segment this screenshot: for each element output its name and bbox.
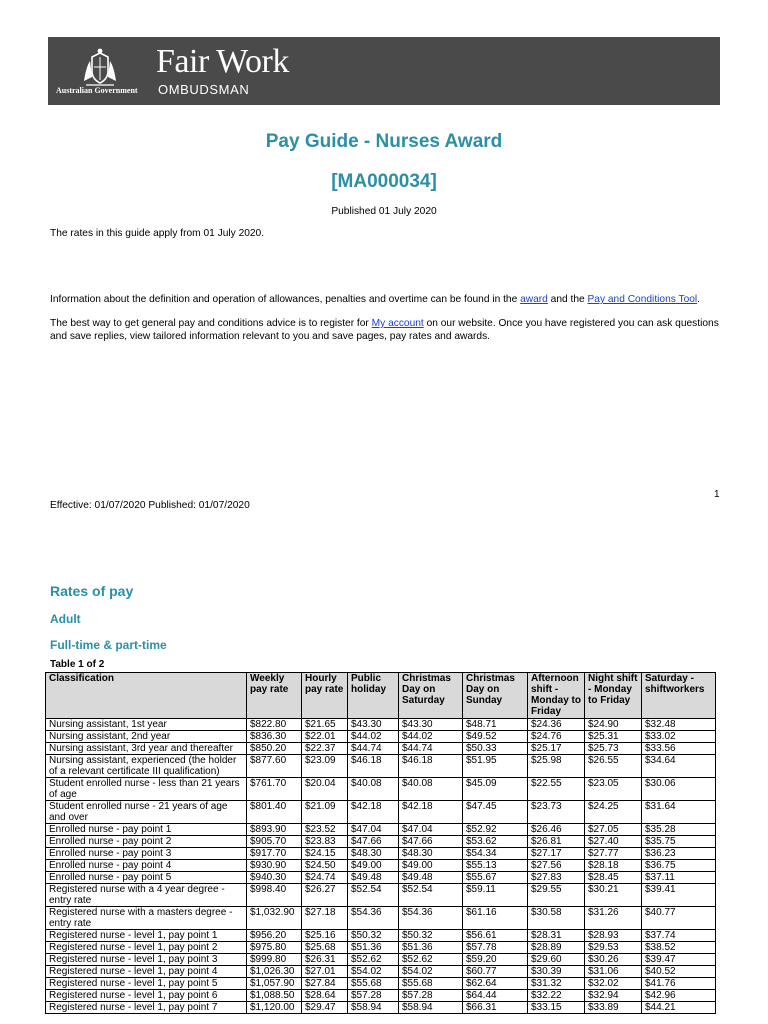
rate-cell: $24.50 bbox=[302, 860, 348, 872]
rate-cell: $24.15 bbox=[302, 848, 348, 860]
info-text: and the bbox=[547, 294, 588, 305]
rate-cell: $24.90 bbox=[585, 719, 642, 731]
classification-cell: Enrolled nurse - pay point 1 bbox=[46, 824, 247, 836]
table-row bbox=[46, 990, 716, 1002]
rate-cell: $956.20 bbox=[247, 930, 302, 942]
rate-cell: $32.48 bbox=[642, 719, 716, 731]
brand-subtitle: OMBUDSMAN bbox=[158, 82, 250, 97]
rate-cell: $905.70 bbox=[247, 836, 302, 848]
rate-cell: $27.77 bbox=[585, 848, 642, 860]
rate-cell: $52.92 bbox=[463, 824, 528, 836]
classification-cell: Student enrolled nurse - 21 years of age and over bbox=[46, 801, 247, 824]
rate-cell: $44.74 bbox=[399, 743, 463, 755]
rate-cell: $27.83 bbox=[528, 872, 585, 884]
rate-cell: $21.65 bbox=[302, 719, 348, 731]
rate-cell: $30.06 bbox=[642, 778, 716, 801]
rate-cell: $55.68 bbox=[348, 978, 399, 990]
classification-cell: Registered nurse - level 1, pay point 4 bbox=[46, 966, 247, 978]
classification-cell: Student enrolled nurse - less than 21 years of age bbox=[46, 778, 247, 801]
table-row bbox=[46, 872, 716, 884]
rate-cell: $999.80 bbox=[247, 954, 302, 966]
rate-cell: $35.75 bbox=[642, 836, 716, 848]
rate-cell: $50.32 bbox=[348, 930, 399, 942]
rate-cell: $32.22 bbox=[528, 990, 585, 1002]
rate-cell: $836.30 bbox=[247, 731, 302, 743]
rate-cell: $33.89 bbox=[585, 1002, 642, 1014]
table-row bbox=[46, 719, 716, 731]
rate-cell: $26.46 bbox=[528, 824, 585, 836]
adult-heading: Adult bbox=[50, 612, 81, 626]
government-label: Australian Government bbox=[56, 86, 138, 95]
table-row bbox=[46, 824, 716, 836]
rate-cell: $49.48 bbox=[399, 872, 463, 884]
rate-cell: $57.28 bbox=[348, 990, 399, 1002]
table-row bbox=[46, 731, 716, 743]
rate-cell: $22.01 bbox=[302, 731, 348, 743]
rate-cell: $28.18 bbox=[585, 860, 642, 872]
rate-cell: $29.53 bbox=[585, 942, 642, 954]
rate-cell: $55.67 bbox=[463, 872, 528, 884]
rate-cell: $50.32 bbox=[399, 930, 463, 942]
rate-cell: $52.54 bbox=[348, 884, 399, 907]
rate-cell: $45.09 bbox=[463, 778, 528, 801]
classification-cell: Nursing assistant, 2nd year bbox=[46, 731, 247, 743]
rate-cell: $48.30 bbox=[399, 848, 463, 860]
rate-cell: $25.68 bbox=[302, 942, 348, 954]
rate-cell: $44.21 bbox=[642, 1002, 716, 1014]
table-row bbox=[46, 954, 716, 966]
rate-cell: $24.76 bbox=[528, 731, 585, 743]
classification-cell: Registered nurse - level 1, pay point 6 bbox=[46, 990, 247, 1002]
rate-cell: $48.71 bbox=[463, 719, 528, 731]
rate-cell: $28.89 bbox=[528, 942, 585, 954]
rate-cell: $25.98 bbox=[528, 755, 585, 778]
col-header-christmas-sunday: Christmas Day on Sunday bbox=[463, 673, 528, 719]
rate-cell: $58.94 bbox=[348, 1002, 399, 1014]
col-header-weekly: Weekly pay rate bbox=[247, 673, 302, 719]
rate-cell: $31.26 bbox=[585, 907, 642, 930]
rate-cell: $38.52 bbox=[642, 942, 716, 954]
classification-cell: Registered nurse - level 1, pay point 7 bbox=[46, 1002, 247, 1014]
rate-cell: $55.13 bbox=[463, 860, 528, 872]
rate-cell: $930.90 bbox=[247, 860, 302, 872]
classification-cell: Enrolled nurse - pay point 4 bbox=[46, 860, 247, 872]
pay-and-conditions-tool-link[interactable]: Pay and Conditions Tool bbox=[587, 294, 698, 305]
table-row bbox=[46, 848, 716, 860]
classification-cell: Nursing assistant, experienced (the holder of a relevant certificate III qualification) bbox=[46, 755, 247, 778]
brand-name: Fair Work bbox=[156, 43, 289, 80]
rate-cell: $1,026.30 bbox=[247, 966, 302, 978]
classification-cell: Enrolled nurse - pay point 2 bbox=[46, 836, 247, 848]
table-row bbox=[46, 1002, 716, 1014]
rate-cell: $48.30 bbox=[348, 848, 399, 860]
classification-cell: Registered nurse - level 1, pay point 3 bbox=[46, 954, 247, 966]
rate-cell: $54.02 bbox=[399, 966, 463, 978]
rate-cell: $49.00 bbox=[348, 860, 399, 872]
rates-table bbox=[45, 672, 716, 1014]
rate-cell: $40.08 bbox=[399, 778, 463, 801]
rate-cell: $24.36 bbox=[528, 719, 585, 731]
rate-cell: $31.64 bbox=[642, 801, 716, 824]
rate-cell: $822.80 bbox=[247, 719, 302, 731]
rate-cell: $22.55 bbox=[528, 778, 585, 801]
table-row bbox=[46, 778, 716, 801]
rate-cell: $47.04 bbox=[399, 824, 463, 836]
rate-cell: $26.27 bbox=[302, 884, 348, 907]
rate-cell: $23.73 bbox=[528, 801, 585, 824]
full-time-part-time-heading: Full-time & part-time bbox=[50, 638, 167, 652]
page-title: Pay Guide - Nurses Award bbox=[265, 131, 503, 152]
classification-cell: Nursing assistant, 3rd year and thereafter bbox=[46, 743, 247, 755]
rate-cell: $59.20 bbox=[463, 954, 528, 966]
rate-cell: $32.02 bbox=[585, 978, 642, 990]
rate-cell: $66.31 bbox=[463, 1002, 528, 1014]
rate-cell: $27.17 bbox=[528, 848, 585, 860]
rate-cell: $32.94 bbox=[585, 990, 642, 1002]
rate-cell: $940.30 bbox=[247, 872, 302, 884]
rate-cell: $27.05 bbox=[585, 824, 642, 836]
col-header-classification: Classification bbox=[46, 673, 247, 719]
rate-cell: $51.36 bbox=[348, 942, 399, 954]
rates-of-pay-heading: Rates of pay bbox=[50, 583, 134, 599]
col-header-night-shift: Night shift - Monday to Friday bbox=[585, 673, 642, 719]
rate-cell: $23.09 bbox=[302, 755, 348, 778]
rate-cell: $27.01 bbox=[302, 966, 348, 978]
advice-paragraph bbox=[50, 317, 719, 343]
rate-cell: $27.40 bbox=[585, 836, 642, 848]
advice-text: and save replies, view tailored information relevant to you and save pages, pay rates and awards. bbox=[50, 331, 491, 342]
rate-cell: $58.94 bbox=[399, 1002, 463, 1014]
rate-cell: $33.56 bbox=[642, 743, 716, 755]
rate-cell: $33.02 bbox=[642, 731, 716, 743]
table-row bbox=[46, 942, 716, 954]
rates-apply-text: The rates in this guide apply from 01 July 2020. bbox=[50, 228, 265, 239]
header-banner bbox=[48, 37, 720, 105]
rate-cell: $42.96 bbox=[642, 990, 716, 1002]
rate-cell: $25.16 bbox=[302, 930, 348, 942]
classification-cell: Registered nurse - level 1, pay point 5 bbox=[46, 978, 247, 990]
rate-cell: $44.02 bbox=[348, 731, 399, 743]
rate-cell: $52.54 bbox=[399, 884, 463, 907]
rate-cell: $51.36 bbox=[399, 942, 463, 954]
rate-cell: $27.84 bbox=[302, 978, 348, 990]
rate-cell: $51.95 bbox=[463, 755, 528, 778]
rate-cell: $36.23 bbox=[642, 848, 716, 860]
rate-cell: $27.18 bbox=[302, 907, 348, 930]
table-header-row bbox=[46, 673, 716, 719]
classification-cell: Registered nurse with a masters degree - entry rate bbox=[46, 907, 247, 930]
table-row bbox=[46, 978, 716, 990]
rate-cell: $49.48 bbox=[348, 872, 399, 884]
rate-cell: $21.09 bbox=[302, 801, 348, 824]
advice-text: on our website. Once you have registered you can ask questions bbox=[423, 318, 719, 329]
rate-cell: $23.05 bbox=[585, 778, 642, 801]
rate-cell: $49.52 bbox=[463, 731, 528, 743]
rate-cell: $29.55 bbox=[528, 884, 585, 907]
rate-cell: $62.64 bbox=[463, 978, 528, 990]
rate-cell: $43.30 bbox=[399, 719, 463, 731]
table-row bbox=[46, 836, 716, 848]
rate-cell: $28.93 bbox=[585, 930, 642, 942]
rate-cell: $55.68 bbox=[399, 978, 463, 990]
rate-cell: $28.45 bbox=[585, 872, 642, 884]
rate-cell: $46.18 bbox=[348, 755, 399, 778]
rate-cell: $29.60 bbox=[528, 954, 585, 966]
rate-cell: $54.36 bbox=[399, 907, 463, 930]
rate-cell: $42.18 bbox=[348, 801, 399, 824]
rate-cell: $29.47 bbox=[302, 1002, 348, 1014]
rate-cell: $36.75 bbox=[642, 860, 716, 872]
rate-cell: $23.83 bbox=[302, 836, 348, 848]
rate-cell: $998.40 bbox=[247, 884, 302, 907]
table-row bbox=[46, 907, 716, 930]
rate-cell: $25.73 bbox=[585, 743, 642, 755]
page-number: 1 bbox=[714, 489, 720, 500]
rate-cell: $34.64 bbox=[642, 755, 716, 778]
classification-cell: Registered nurse - level 1, pay point 1 bbox=[46, 930, 247, 942]
coat-of-arms-icon bbox=[78, 47, 122, 91]
rate-cell: $44.02 bbox=[399, 731, 463, 743]
table-row bbox=[46, 884, 716, 907]
rate-cell: $1,120.00 bbox=[247, 1002, 302, 1014]
rate-cell: $61.16 bbox=[463, 907, 528, 930]
info-paragraph bbox=[50, 293, 700, 306]
col-header-public-holiday: Public holiday bbox=[348, 673, 399, 719]
rate-cell: $43.30 bbox=[348, 719, 399, 731]
rate-cell: $30.39 bbox=[528, 966, 585, 978]
rates-table-body bbox=[46, 719, 716, 1014]
table-row bbox=[46, 801, 716, 824]
rate-cell: $47.45 bbox=[463, 801, 528, 824]
rate-cell: $22.37 bbox=[302, 743, 348, 755]
table-row bbox=[46, 966, 716, 978]
rate-cell: $59.11 bbox=[463, 884, 528, 907]
rate-cell: $20.04 bbox=[302, 778, 348, 801]
classification-cell: Enrolled nurse - pay point 3 bbox=[46, 848, 247, 860]
rate-cell: $47.66 bbox=[348, 836, 399, 848]
rate-cell: $801.40 bbox=[247, 801, 302, 824]
table-row bbox=[46, 755, 716, 778]
rate-cell: $53.62 bbox=[463, 836, 528, 848]
rate-cell: $28.64 bbox=[302, 990, 348, 1002]
award-code: [MA000034] bbox=[331, 171, 437, 192]
rate-cell: $57.78 bbox=[463, 942, 528, 954]
rate-cell: $64.44 bbox=[463, 990, 528, 1002]
col-header-afternoon-shift: Afternoon shift - Monday to Friday bbox=[528, 673, 585, 719]
col-header-hourly: Hourly pay rate bbox=[302, 673, 348, 719]
rate-cell: $54.34 bbox=[463, 848, 528, 860]
rate-cell: $41.76 bbox=[642, 978, 716, 990]
rate-cell: $24.25 bbox=[585, 801, 642, 824]
rate-cell: $54.36 bbox=[348, 907, 399, 930]
rate-cell: $975.80 bbox=[247, 942, 302, 954]
my-account-link[interactable]: My account bbox=[371, 318, 424, 329]
rate-cell: $60.77 bbox=[463, 966, 528, 978]
rate-cell: $23.52 bbox=[302, 824, 348, 836]
col-header-saturday-shiftworkers: Saturday - shiftworkers bbox=[642, 673, 716, 719]
rate-cell: $1,032.90 bbox=[247, 907, 302, 930]
table-row bbox=[46, 930, 716, 942]
rate-cell: $35.28 bbox=[642, 824, 716, 836]
rate-cell: $46.18 bbox=[399, 755, 463, 778]
rate-cell: $54.02 bbox=[348, 966, 399, 978]
rate-cell: $40.52 bbox=[642, 966, 716, 978]
rate-cell: $47.04 bbox=[348, 824, 399, 836]
rate-cell: $52.62 bbox=[399, 954, 463, 966]
rate-cell: $50.33 bbox=[463, 743, 528, 755]
rate-cell: $57.28 bbox=[399, 990, 463, 1002]
classification-cell: Registered nurse with a 4 year degree - entry rate bbox=[46, 884, 247, 907]
rate-cell: $26.55 bbox=[585, 755, 642, 778]
rate-cell: $31.32 bbox=[528, 978, 585, 990]
effective-footer: Effective: 01/07/2020 Published: 01/07/2020 bbox=[50, 500, 250, 511]
rate-cell: $42.18 bbox=[399, 801, 463, 824]
rate-cell: $30.58 bbox=[528, 907, 585, 930]
rate-cell: $33.15 bbox=[528, 1002, 585, 1014]
rate-cell: $25.17 bbox=[528, 743, 585, 755]
rate-cell: $24.74 bbox=[302, 872, 348, 884]
rate-cell: $39.47 bbox=[642, 954, 716, 966]
rate-cell: $31.06 bbox=[585, 966, 642, 978]
advice-text: The best way to get general pay and conditions advice is to register for bbox=[50, 318, 372, 329]
rate-cell: $40.77 bbox=[642, 907, 716, 930]
rate-cell: $1,088.50 bbox=[247, 990, 302, 1002]
classification-cell: Registered nurse - level 1, pay point 2 bbox=[46, 942, 247, 954]
info-text: Information about the definition and operation of allowances, penalties and overtime can be found in the bbox=[50, 294, 521, 305]
rate-cell: $26.31 bbox=[302, 954, 348, 966]
rate-cell: $877.60 bbox=[247, 755, 302, 778]
rate-cell: $56.61 bbox=[463, 930, 528, 942]
rate-cell: $37.11 bbox=[642, 872, 716, 884]
rate-cell: $917.70 bbox=[247, 848, 302, 860]
rate-cell: $47.66 bbox=[399, 836, 463, 848]
table-caption: Table 1 of 2 bbox=[50, 659, 105, 670]
classification-cell: Enrolled nurse - pay point 5 bbox=[46, 872, 247, 884]
rate-cell: $49.00 bbox=[399, 860, 463, 872]
rate-cell: $27.56 bbox=[528, 860, 585, 872]
published-date: Published 01 July 2020 bbox=[331, 206, 437, 217]
classification-cell: Nursing assistant, 1st year bbox=[46, 719, 247, 731]
rate-cell: $44.74 bbox=[348, 743, 399, 755]
col-header-christmas-saturday: Christmas Day on Saturday bbox=[399, 673, 463, 719]
rate-cell: $893.90 bbox=[247, 824, 302, 836]
award-link[interactable]: award bbox=[520, 294, 548, 305]
rate-cell: $25.31 bbox=[585, 731, 642, 743]
rate-cell: $28.31 bbox=[528, 930, 585, 942]
rate-cell: $52.62 bbox=[348, 954, 399, 966]
rate-cell: $850.20 bbox=[247, 743, 302, 755]
rate-cell: $30.21 bbox=[585, 884, 642, 907]
rate-cell: $30.26 bbox=[585, 954, 642, 966]
rate-cell: $39.41 bbox=[642, 884, 716, 907]
rate-cell: $40.08 bbox=[348, 778, 399, 801]
table-row bbox=[46, 743, 716, 755]
table-row bbox=[46, 860, 716, 872]
rate-cell: $37.74 bbox=[642, 930, 716, 942]
rate-cell: $26.81 bbox=[528, 836, 585, 848]
rate-cell: $1,057.90 bbox=[247, 978, 302, 990]
info-text: . bbox=[697, 294, 701, 305]
rate-cell: $761.70 bbox=[247, 778, 302, 801]
